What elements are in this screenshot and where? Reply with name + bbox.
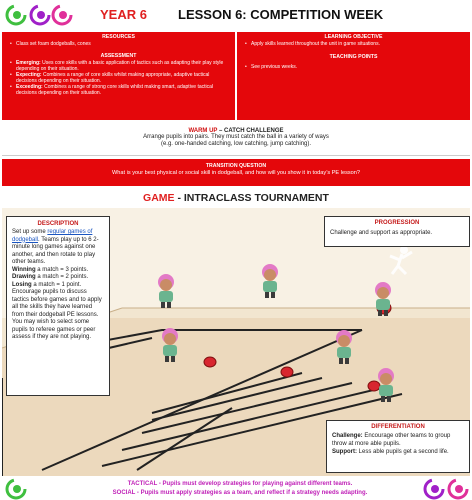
description-box	[6, 216, 110, 396]
resources-assessment-panel	[2, 32, 235, 120]
transition-heading: TRANSITION QUESTION	[205, 163, 267, 169]
logo-swirl-purple-icon	[29, 4, 51, 26]
logo-swirl-green-icon	[5, 4, 27, 26]
resources-heading: RESOURCES	[102, 34, 135, 40]
header	[0, 0, 472, 30]
differentiation-support: Support: Less able pupils get a second life.	[332, 449, 449, 455]
assessment-emerging: • Emerging: Uses core skills with a basic application of tactics such as adapting their play style depending on their situation.	[12, 60, 229, 72]
logo-swirl-pink-icon	[447, 478, 469, 500]
game-title: GAME - INTRACLASS TOURNAMENT	[143, 192, 329, 204]
year-title: YEAR 6	[100, 7, 147, 22]
teaching-points-item: • See previous weeks.	[247, 64, 464, 70]
description-text: Set up some regular games of dodgeball. Teams play up to 6 2-minute long games against one another, and then rotate to play other teams. Winning a match = 3 points. Drawing a match = 2 points. Losing a match = 1 point. Encourage pupils to discuss tactics before games and to apply all the skills they have learned from their dodgeball PE lessons. You may wish to select some pupils to referee games or peer assess if they are not playing.	[12, 229, 102, 340]
logo-swirl-green-icon	[5, 478, 27, 500]
learning-objective-item: • Apply skills learned throughout the unit in game situations.	[247, 41, 464, 47]
transition-question: What is your best physical or social skill in dodgeball, and how will you show it in today’s PE lesson?	[111, 170, 360, 176]
differentiation-challenge: Challenge: Encourage other teams to group throw at more able pupils.	[332, 433, 451, 447]
assessment-exceeding: • Exceeding: Combines a range of strong core skills whilst making smart, adaptive tactical decisions depending on their situation.	[12, 84, 229, 96]
logo-swirl-pink-icon	[51, 4, 73, 26]
footer-text	[70, 480, 410, 498]
description-heading: DESCRIPTION	[37, 221, 79, 227]
teaching-points-heading: TEACHING POINTS	[329, 54, 378, 60]
differentiation-box	[326, 420, 470, 473]
warmup-line-1: Arrange pupils into pairs. They must catch the ball in a variety of ways	[143, 134, 329, 140]
dodgeball-rules-link[interactable]: regular games of dodgeball	[12, 229, 93, 243]
warmup-heading: WARM UP – CATCH CHALLENGE	[188, 128, 284, 134]
warmup-line-2: (e.g. one-handed catching, low catching, jump catching).	[160, 141, 312, 147]
assessment-heading: ASSESSMENT	[100, 53, 137, 59]
assessment-expecting: • Expecting: Combines a range of core skills whilst making appropriate, adaptive tactical decisions depending on their situation.	[12, 72, 229, 84]
sports-hall-illustration	[2, 208, 470, 476]
resources-item: • Class set foam dodgeballs, cones	[12, 41, 229, 47]
progression-text: Challenge and support as appropriate.	[330, 230, 433, 236]
footer	[0, 478, 472, 500]
transition-section	[2, 159, 470, 186]
differentiation-heading: DIFFERENTIATION	[371, 424, 425, 430]
progression-box	[324, 216, 470, 247]
logo-swirl-purple-icon	[423, 478, 445, 500]
lesson-title: LESSON 6: COMPETITION WEEK	[178, 7, 384, 22]
objective-teaching-panel	[237, 32, 470, 120]
footer-social: SOCIAL - Pupils must apply strategies as a team, and reflect if a strategy needs adapting.	[112, 490, 368, 496]
progression-heading: PROGRESSION	[374, 220, 420, 226]
learning-objective-heading: LEARNING OBJECTIVE	[324, 34, 383, 40]
warmup-section	[2, 123, 470, 156]
footer-tactical: TACTICAL - Pupils must develop strategies for playing against different teams.	[127, 481, 353, 487]
